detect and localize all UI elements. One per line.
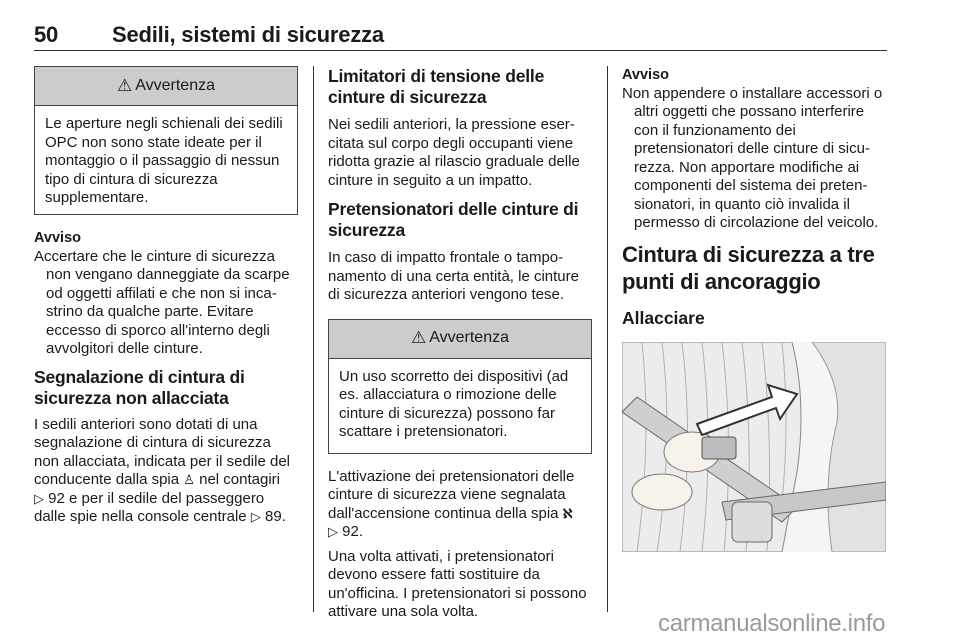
pretensioner-warning-icon: ℵ <box>562 505 573 521</box>
warning-text: Un uso scorretto dei dispositivi (ad es. allacciatura o rimozione delle cinture di sicurezza) possono far scattare i pretensionatori. <box>339 367 569 440</box>
notice-text: Non appendere o installare accessori o altri oggetti che possano interferire con il funzionamento dei pretensionatori delle cinture di sicurezza. Non apportare modifiche ai componenti del sistema dei pretensionatori, in quanto ciò invalida il permesso di circolazione del veicolo. <box>622 84 883 231</box>
section-text-unfastened-belt <box>34 416 298 527</box>
page-reference-icon: ▷ <box>250 509 261 524</box>
text-part: . <box>281 508 286 525</box>
pretensioner-replacement-text: Una volta attivati, i pretensionatori devono essere fatti sostituire da un'officina. I pretensionatori si possono attivare una sola volta. <box>328 547 587 620</box>
seatbelt-illustration-svg <box>622 342 886 552</box>
subheading-fasten: Allacciare <box>622 307 705 328</box>
notice-title: Avviso <box>622 67 670 83</box>
page-title: Sedili, sistemi di sicurezza <box>112 22 384 47</box>
column-2 <box>328 66 592 622</box>
page-reference[interactable]: 92 <box>48 489 65 507</box>
page-reference[interactable]: 92. <box>342 523 364 540</box>
page-reference-icon: ▷ <box>328 524 338 539</box>
column-1 <box>34 66 298 527</box>
warning-triangle-icon: ⚠ <box>411 328 427 348</box>
column-divider-2 <box>607 66 608 612</box>
column-3 <box>622 66 888 329</box>
warning-title: Avvertenza <box>429 329 509 347</box>
section-text-load-limiters: Nei sedili anteriori, la pressione esercitata sul corpo degli occupanti viene ridotta grazie al rilascio graduale delle cinture in seguito a un impatto. <box>328 116 580 189</box>
lower-hand <box>632 474 692 510</box>
watermark-footer: carmanualsonline.info <box>658 610 886 637</box>
text-part: nel contagiri <box>194 471 280 488</box>
page-reference[interactable]: 89 <box>264 508 282 525</box>
page-number: 50 <box>34 22 59 47</box>
text-part: L'attivazione dei pretensionatori delle cinture di sicurezza viene segnalata dall'accensione continua della spia <box>328 467 575 522</box>
section-heading-three-point-belt: Cintura di sicurezza a tre punti di ancoraggio <box>622 241 875 294</box>
section-text-pretensioners: In caso di impatto frontale o tamponamento di una certa entità, le cinture di sicurezza anteriori vengono tese. <box>328 249 579 303</box>
warning-box <box>34 66 298 215</box>
page-reference-icon: ▷ <box>34 490 44 506</box>
warning-triangle-icon: ⚠ <box>117 75 133 95</box>
section-heading-load-limiters: Limitatori di tensione delle cinture di sicurezza <box>328 66 545 107</box>
notice-first-line: Accertare che le cinture di sicurezza <box>34 247 275 265</box>
header-rule <box>34 50 887 51</box>
warning-header <box>35 67 297 106</box>
section-heading-unfastened-belt: Segnalazione di cintura di sicurezza non allacciata <box>34 366 245 408</box>
notice-text: non vengano danneggiate da scarpe od oggetti affilati e che non si incastrino da qualche parte. Evitare eccesso di sporco all'interno degli avvolgitori delle cinture. <box>46 266 290 357</box>
belt-buckle-receiver <box>732 502 772 542</box>
warning-text: Le aperture negli schienali dei sedili OPC non sono state ideate per il montaggio o il passaggio di nessun tipo di cintura di sicurezza supplementare. <box>45 115 283 206</box>
notice-title: Avviso <box>34 230 82 246</box>
seatbelt-fastening-illustration <box>622 342 886 552</box>
section-heading-pretensioners: Pretensionatori delle cinture di sicurezza <box>328 199 579 240</box>
warning-header <box>329 320 591 359</box>
warning-box <box>328 319 592 454</box>
notice-block <box>34 229 298 359</box>
text-part: e per il sedile del passeggero dalle spie nella console centrale <box>34 489 265 525</box>
pretensioner-activation-text <box>328 468 592 542</box>
warning-title: Avvertenza <box>135 76 215 94</box>
column-divider-1 <box>313 66 314 612</box>
seatbelt-warning-icon: ♙ <box>183 472 195 487</box>
text-part: I sedili anteriori sono dotati di una segnalazione di cintura di sicurezza non allacciata, indicata per il sedile del conducente dalla spia <box>34 415 290 488</box>
belt-buckle-tongue <box>702 437 736 459</box>
